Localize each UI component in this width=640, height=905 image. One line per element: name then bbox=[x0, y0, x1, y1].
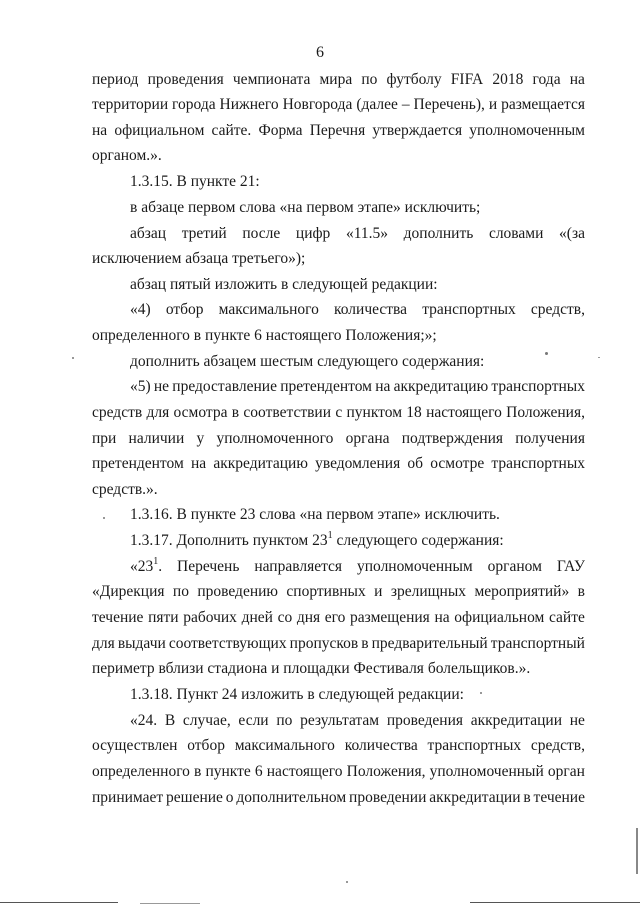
line-word: в bbox=[523, 789, 531, 806]
line-word-part: . bbox=[158, 558, 163, 575]
line-word: не bbox=[569, 712, 585, 729]
line-words bbox=[130, 377, 585, 397]
superscript: 1 bbox=[327, 529, 333, 541]
line-word: на bbox=[92, 122, 108, 139]
line-word-part: «23 bbox=[130, 558, 154, 575]
line-words bbox=[92, 788, 585, 808]
line-words bbox=[130, 557, 585, 577]
section-heading-1-3-17 bbox=[130, 531, 504, 551]
line-word: и bbox=[488, 96, 498, 113]
line-word: уполномоченным bbox=[356, 558, 473, 575]
line-word: после bbox=[242, 225, 281, 242]
line-text: периметр вблизи стадиона и площадки Фестиваля болельщиков.». bbox=[92, 660, 531, 677]
line-words bbox=[92, 608, 585, 628]
line-word: транспортных bbox=[491, 455, 585, 472]
line-word: футболу bbox=[386, 71, 442, 88]
line-word: – bbox=[401, 96, 410, 113]
scan-speck bbox=[346, 881, 348, 883]
line-word: абзац bbox=[130, 225, 167, 242]
scan-speck bbox=[598, 357, 600, 358]
line-words bbox=[92, 634, 585, 654]
line-word: претендентом bbox=[280, 378, 372, 395]
line-word: уполномоченного bbox=[216, 430, 334, 447]
line-word: В bbox=[164, 712, 176, 729]
line-text-part: 1.3.17. Дополнить пунктом 23 bbox=[130, 532, 328, 549]
line-word: сайте bbox=[548, 609, 585, 626]
line-word: органом bbox=[487, 558, 542, 575]
line-words bbox=[130, 711, 585, 731]
line-word: размещается bbox=[501, 96, 585, 113]
line-word: аккредитации bbox=[470, 712, 562, 729]
line-words bbox=[92, 403, 585, 423]
line-word: количества bbox=[344, 737, 418, 754]
line-word bbox=[130, 557, 162, 577]
superscript: 1 bbox=[153, 555, 159, 567]
line-word: максимального bbox=[218, 301, 319, 318]
line-word: Перечень bbox=[177, 558, 240, 575]
line-word: для bbox=[146, 404, 170, 421]
line-word: претендентом bbox=[92, 455, 184, 472]
line-word: соответствии bbox=[243, 404, 332, 421]
line-word: течение bbox=[92, 609, 144, 626]
line-word: по bbox=[276, 712, 293, 729]
line-words bbox=[92, 582, 585, 602]
line-word: цифр bbox=[295, 225, 331, 242]
line-word: в bbox=[577, 583, 585, 600]
line-word: мира bbox=[319, 71, 353, 88]
line-word: зрелищных bbox=[390, 583, 467, 600]
line-word: осмотре bbox=[430, 455, 485, 472]
scan-speck bbox=[72, 357, 74, 359]
line-word: настоящего bbox=[266, 763, 343, 780]
line-word: на bbox=[190, 455, 207, 472]
line-word: период bbox=[92, 71, 139, 88]
line-word: получения bbox=[515, 430, 585, 447]
line-word: орган bbox=[547, 763, 585, 780]
line-word: Перечня bbox=[309, 122, 366, 139]
line-text: средств.». bbox=[92, 481, 158, 498]
line-word: уполномоченным bbox=[469, 122, 585, 139]
line-word: предоставление bbox=[172, 378, 277, 395]
line-word: отбор bbox=[165, 301, 204, 318]
line-text-part: следующего содержания: bbox=[332, 532, 504, 549]
line-word: если bbox=[238, 712, 269, 729]
line-word: осмотра bbox=[173, 404, 228, 421]
line-word: средств bbox=[92, 404, 143, 421]
line-word: дня bbox=[296, 609, 321, 626]
line-word: Перечень), bbox=[413, 96, 485, 113]
line-word: и bbox=[374, 583, 383, 600]
line-words bbox=[92, 121, 585, 141]
line-word: в bbox=[231, 404, 240, 421]
line-text: дополнить абзацем шестым следующего содержания: bbox=[130, 353, 485, 370]
line-word: определенного bbox=[92, 763, 190, 780]
line-word: проведения bbox=[147, 71, 224, 88]
line-text: исключением абзаца третьего»); bbox=[92, 250, 306, 267]
line-word: третий bbox=[181, 225, 227, 242]
line-word: спортивных bbox=[286, 583, 366, 600]
line-word: транспортных bbox=[427, 737, 522, 754]
line-word: средств, bbox=[530, 301, 585, 318]
line-word: аккредитацию bbox=[213, 455, 308, 472]
line-word: Нижнего bbox=[219, 96, 279, 113]
line-word: FIFA bbox=[450, 71, 484, 88]
line-word: отбор bbox=[187, 737, 225, 754]
line-text: в абзаце первом слова «на первом этапе» исключить; bbox=[130, 199, 481, 216]
line-word: размещения bbox=[350, 609, 430, 626]
line-word: рабочих bbox=[183, 609, 237, 626]
page-number: 6 bbox=[316, 44, 324, 61]
section-heading-1-3-15: 1.3.15. В пункте 21: bbox=[130, 173, 260, 190]
line-word: «4) bbox=[130, 301, 151, 318]
line-word: количества bbox=[334, 301, 408, 318]
line-word: его bbox=[324, 609, 346, 626]
line-word: сайте. bbox=[211, 122, 252, 139]
line-word: утверждается bbox=[372, 122, 463, 139]
line-word: случае, bbox=[182, 712, 231, 729]
scan-edge-line bbox=[140, 903, 200, 904]
line-word: «11.5» bbox=[345, 225, 388, 242]
line-words bbox=[130, 224, 585, 244]
line-word: проведения bbox=[386, 712, 463, 729]
line-word: максимального bbox=[234, 737, 335, 754]
line-word: настоящего bbox=[426, 404, 502, 421]
line-word: направляется bbox=[254, 558, 343, 575]
line-word: Новгорода bbox=[282, 96, 353, 113]
line-word: на bbox=[569, 71, 585, 88]
line-word: принимает bbox=[92, 789, 164, 806]
scan-speck bbox=[545, 352, 548, 355]
scan-edge-line bbox=[470, 902, 640, 903]
line-words bbox=[92, 429, 585, 449]
line-word: соответствующих bbox=[168, 635, 287, 652]
scan-edge-mark bbox=[636, 828, 638, 874]
line-word: органа bbox=[345, 430, 390, 447]
line-word: проведении bbox=[349, 789, 427, 806]
line-word: в bbox=[361, 635, 369, 652]
line-word: транспортных bbox=[422, 301, 516, 318]
line-word: результатам bbox=[300, 712, 380, 729]
line-word: 2018 bbox=[492, 71, 524, 88]
line-words bbox=[92, 454, 585, 474]
line-word: транспортных bbox=[491, 378, 585, 395]
line-word: аккредитации bbox=[429, 789, 521, 806]
line-word: транспортный bbox=[490, 635, 585, 652]
line-word: ГАУ bbox=[556, 558, 585, 575]
line-word: уполномоченный bbox=[429, 763, 544, 780]
line-word: течение bbox=[533, 789, 585, 806]
line-word: со bbox=[277, 609, 293, 626]
line-word: 18 bbox=[406, 404, 422, 421]
line-word: аккредитацию bbox=[393, 378, 489, 395]
line-word: дней bbox=[241, 609, 273, 626]
line-word: средств, bbox=[530, 737, 585, 754]
line-word: уведомления bbox=[315, 455, 401, 472]
section-heading-1-3-18: 1.3.18. Пункт 24 изложить в следующей редакции: bbox=[130, 686, 464, 703]
line-word: выдачи bbox=[117, 635, 166, 652]
line-word: об bbox=[407, 455, 424, 472]
line-word: в bbox=[194, 763, 202, 780]
line-words bbox=[92, 736, 585, 756]
line-text: абзац пятый изложить в следующей редакции: bbox=[130, 276, 438, 293]
line-word: пяти bbox=[148, 609, 179, 626]
line-word: проведению bbox=[197, 583, 278, 600]
line-word: территории bbox=[92, 96, 169, 113]
line-word: «5) bbox=[130, 378, 151, 395]
line-word: города bbox=[172, 96, 216, 113]
line-word: чемпионата bbox=[232, 71, 311, 88]
line-word: (далее bbox=[356, 96, 398, 113]
line-words bbox=[92, 95, 585, 115]
section-heading-1-3-16: 1.3.16. В пункте 23 слова «на первом этапе» исключить. bbox=[130, 506, 500, 523]
line-word: наличии bbox=[128, 430, 185, 447]
line-word: 6 bbox=[254, 763, 263, 780]
line-word: словами bbox=[488, 225, 544, 242]
line-word: пропусков bbox=[289, 635, 359, 652]
line-words bbox=[92, 70, 585, 90]
line-word: мероприятий» bbox=[474, 583, 570, 600]
line-word: «Дирекция bbox=[92, 583, 165, 600]
line-word: года bbox=[532, 71, 561, 88]
line-text: органом.». bbox=[92, 147, 162, 164]
line-word: пунктом bbox=[346, 404, 402, 421]
line-word: при bbox=[92, 430, 117, 447]
line-word: дополнительном bbox=[236, 789, 347, 806]
line-word: дополнить bbox=[403, 225, 474, 242]
line-word: осуществлен bbox=[92, 737, 178, 754]
line-word: по bbox=[361, 71, 378, 88]
line-word: подтверждения bbox=[401, 430, 504, 447]
line-word: предварительный bbox=[371, 635, 488, 652]
line-word: Форма bbox=[258, 122, 303, 139]
line-word: о bbox=[225, 789, 234, 806]
line-word: официальном bbox=[114, 122, 205, 139]
line-word: Положения, bbox=[506, 404, 585, 421]
line-words bbox=[130, 300, 585, 320]
line-word: Положения, bbox=[346, 763, 426, 780]
line-word: пункте bbox=[205, 763, 251, 780]
line-word: на bbox=[434, 609, 450, 626]
line-word: по bbox=[172, 583, 189, 600]
line-word: официальном bbox=[454, 609, 545, 626]
line-word: «(за bbox=[559, 225, 585, 242]
line-word: не bbox=[153, 378, 170, 395]
line-words bbox=[92, 762, 585, 782]
scan-edge-line bbox=[0, 902, 118, 903]
line-text: определенного в пункте 6 настоящего Положения;»; bbox=[92, 327, 437, 344]
scan-speck bbox=[103, 517, 105, 519]
line-word: решение bbox=[166, 789, 223, 806]
line-word: у bbox=[196, 430, 205, 447]
scan-speck bbox=[480, 692, 482, 694]
line-word: для bbox=[92, 635, 115, 652]
line-word: с bbox=[335, 404, 343, 421]
line-word: на bbox=[375, 378, 391, 395]
line-word: «24. bbox=[130, 712, 158, 729]
